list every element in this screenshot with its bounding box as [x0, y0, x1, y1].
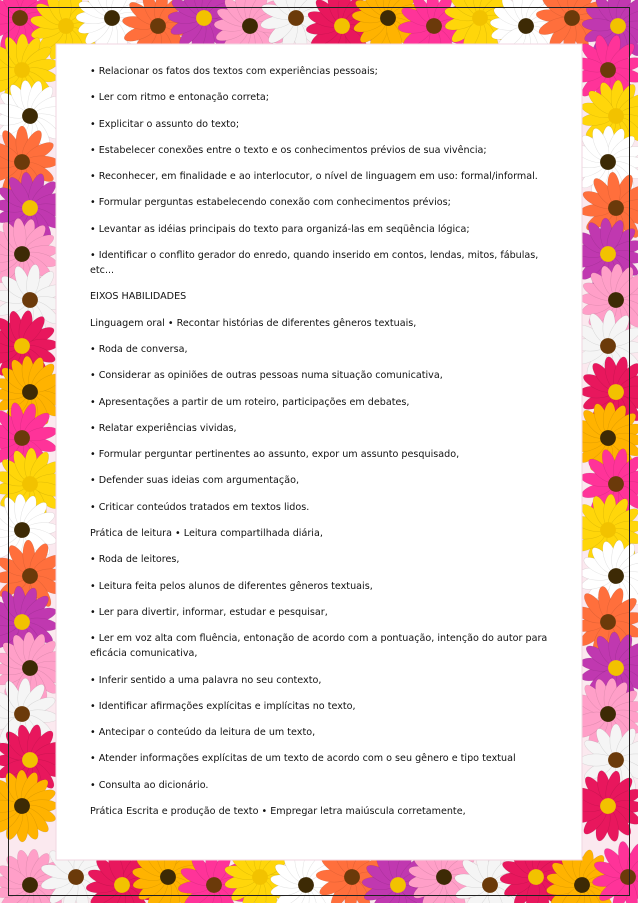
text-line: Linguagem oral • Recontar histórias de diferentes gêneros textuais,	[90, 317, 417, 329]
text-line: • Antecipar o conteúdo da leitura de um texto,	[90, 727, 316, 739]
flower-petal	[580, 754, 612, 766]
text-line: • Leitura feita pelos alunos de diferentes gêneros textuais,	[90, 580, 373, 592]
text-line: • Roda de leitores,	[90, 554, 180, 566]
text-line: • Relacionar os fatos dos textos com experiências pessoais;	[90, 66, 378, 77]
text-line: • Defender suas ideias com argumentação,	[90, 475, 300, 487]
text-line: • Levantar as idéias principais do texto para organizá-las em seqüência lógica;	[90, 223, 470, 235]
text-line: • Considerar as opiniões de outras pessoas numa situação comunicativa,	[90, 370, 443, 382]
text-line: • Estabelecer conexões entre o texto e os conhecimentos prévios de sua vivência;	[90, 144, 487, 156]
text-line: • Relatar experiências vividas,	[90, 422, 237, 434]
text-line: • Atender informações explícitas de um texto de acordo com o seu gênero e tipo textual	[90, 753, 516, 765]
text-line: • Reconhecer, em finalidade e ao interlocutor, o nível de linguagem em uso: formal/informal.	[90, 171, 538, 183]
text-line: • Ler para divertir, informar, estudar e pesquisar,	[90, 606, 328, 618]
section-heading: EIXOS HABILIDADES	[90, 291, 187, 303]
text-line: Prática de leitura • Leitura compartilhada diária,	[90, 528, 323, 540]
text-line: • Explicitar o assunto do texto;	[90, 118, 240, 130]
text-line: • Formular perguntas estabelecendo conexão com conhecimentos prévios;	[90, 197, 451, 209]
text-line: • Identificar o conflito gerador do enredo, quando inserido em contos, lendas, mitos, fábulas, etc...	[90, 250, 539, 277]
text-line: • Criticar conteúdos tratados em textos lidos.	[90, 501, 310, 513]
text-line: • Formular perguntar pertinentes ao assunto, expor um assunto pesquisado,	[90, 449, 460, 461]
text-line: • Inferir sentido a uma palavra no seu contexto,	[90, 674, 322, 686]
text-line: • Ler em voz alta com fluência, entonação de acordo com a pontuação, intenção do autor para eficácia comunicativa,	[90, 633, 548, 660]
text-line: Prática Escrita e produção de texto • Empregar letra maiúscula corretamente,	[90, 806, 466, 818]
text-line: • Ler com ritmo e entonação correta;	[90, 92, 269, 104]
document-body	[90, 64, 552, 844]
text-line: • Roda de conversa,	[90, 343, 188, 355]
text-line: • Consulta ao dicionário.	[90, 779, 209, 791]
flower-center	[12, 10, 28, 26]
text-line: • Identificar afirmações explícitas e implícitas no texto,	[90, 700, 356, 712]
text-line: • Apresentações a partir de um roteiro, participações em debates,	[90, 396, 410, 408]
